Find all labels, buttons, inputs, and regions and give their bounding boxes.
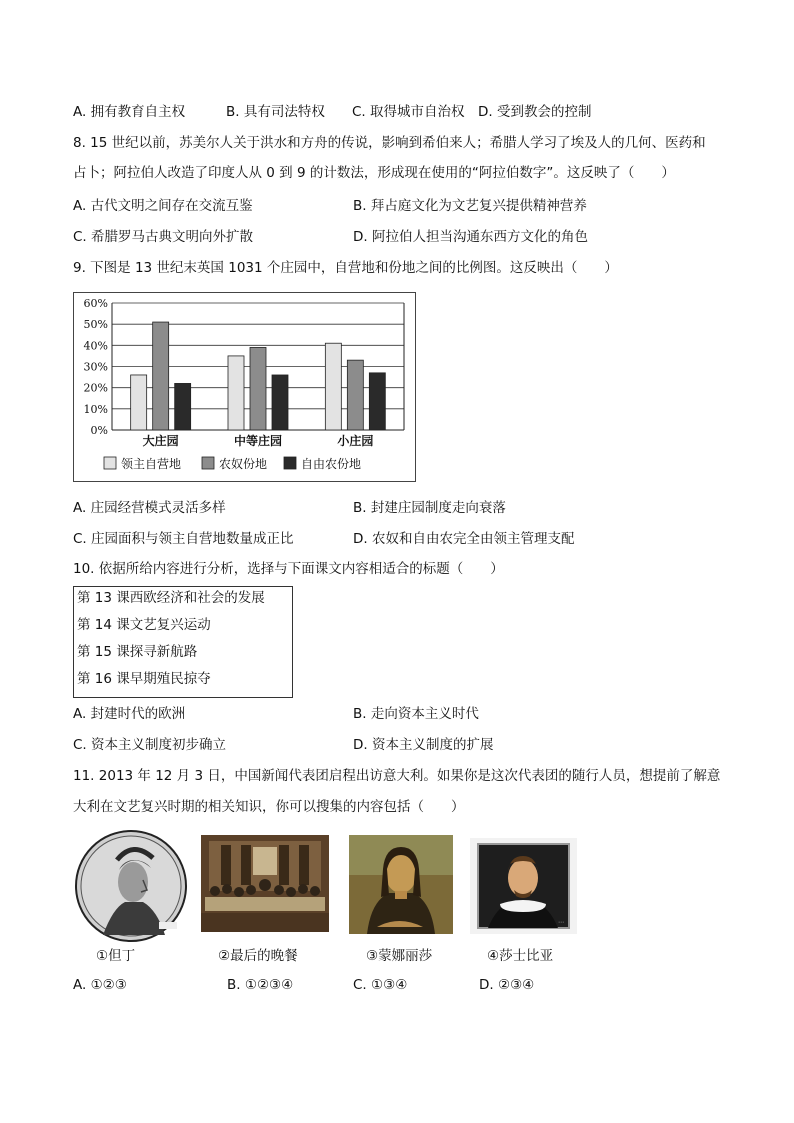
- lesson-item: 第 14 课文艺复兴运动: [77, 617, 211, 633]
- legend-label: 自由农份地: [301, 457, 362, 471]
- q9-option-c: C. 庄园面积与领主自营地数量成正比: [73, 531, 294, 547]
- lesson-item: 第 15 课探寻新航路: [77, 644, 198, 660]
- lesson-item: 第 16 课早期殖民掠夺: [77, 671, 211, 687]
- q7-option-b: B. 具有司法特权: [226, 104, 325, 120]
- legend-swatch: [284, 457, 296, 469]
- q11-option-c: C. ①③④: [353, 977, 408, 993]
- svg-text:⋯: ⋯: [558, 919, 564, 926]
- q11-option-a: A. ①②③: [73, 977, 127, 993]
- q11-option-d: D. ②③④: [479, 977, 535, 993]
- bar: [153, 322, 169, 430]
- y-tick-label: 50%: [83, 318, 108, 332]
- q11-option-b: B. ①②③④: [227, 977, 294, 993]
- bar: [325, 343, 341, 430]
- caption-dante: ①但丁: [96, 948, 136, 964]
- y-tick-label: 10%: [83, 402, 108, 416]
- bar: [175, 383, 191, 430]
- x-tick-label: 小庄园: [337, 434, 374, 448]
- q8-stem-line2: 占卜；阿拉伯人改造了印度人从 0 到 9 的计数法，形成现在使用的“阿拉伯数字”。这反映了（ ）: [73, 165, 675, 181]
- legend-label: 农奴份地: [219, 457, 268, 471]
- q8-option-a: A. 古代文明之间存在交流互鉴: [73, 198, 253, 214]
- q8-option-d: D. 阿拉伯人担当沟通东西方文化的角色: [353, 229, 588, 245]
- q10-option-b: B. 走向资本主义时代: [353, 706, 479, 722]
- q11-stem-line1: 11. 2013 年 12 月 3 日，中国新闻代表团启程出访意大利。如果你是这次代表团的随行人员，想提前了解意: [73, 768, 721, 784]
- q9-option-d: D. 农奴和自由农完全由领主管理支配: [353, 531, 575, 547]
- q10-option-a: A. 封建时代的欧洲: [73, 706, 186, 722]
- bar: [369, 373, 385, 430]
- legend-swatch: [104, 457, 116, 469]
- x-tick-label: 中等庄园: [233, 434, 283, 448]
- q7-option-d: D. 受到教会的控制: [478, 104, 592, 120]
- bar: [272, 375, 288, 430]
- legend-label: 领主自营地: [121, 457, 182, 471]
- bar: [347, 360, 363, 430]
- lesson-list-box: [73, 586, 293, 698]
- q8-option-c: C. 希腊罗马古典文明向外扩散: [73, 229, 254, 245]
- shakespeare-portrait-image: [470, 838, 577, 934]
- q7-option-a: A. 拥有教育自主权: [73, 104, 186, 120]
- y-tick-label: 0%: [90, 424, 108, 437]
- q7-option-c: C. 取得城市自治权: [352, 104, 465, 120]
- legend-swatch: [202, 457, 214, 469]
- x-tick-label: 大庄园: [142, 434, 179, 448]
- bar: [131, 375, 147, 430]
- manor-ratio-chart: [73, 292, 416, 482]
- q9-stem: 9. 下图是 13 世纪末英国 1031 个庄园中，自营地和份地之间的比例图。这反映出（ ）: [73, 260, 618, 276]
- q10-option-c: C. 资本主义制度初步确立: [73, 737, 227, 753]
- q9-option-b: B. 封建庄园制度走向衰落: [353, 500, 506, 516]
- y-tick-label: 20%: [83, 381, 108, 395]
- caption-mona-lisa: ③蒙娜丽莎: [366, 948, 433, 964]
- dante-portrait-image: [73, 830, 189, 942]
- q10-option-d: D. 资本主义制度的扩展: [353, 737, 494, 753]
- q9-option-a: A. 庄园经营模式灵活多样: [73, 500, 226, 516]
- q10-stem: 10. 依据所给内容进行分析，选择与下面课文内容相适合的标题（ ）: [73, 561, 504, 577]
- y-tick-label: 60%: [83, 297, 108, 310]
- bar: [250, 347, 266, 430]
- q8-stem-line1: 8. 15 世纪以前，苏美尔人关于洪水和方舟的传说，影响到希伯来人；希腊人学习了埃及人的几何、医药和: [73, 135, 706, 151]
- caption-shakespeare: ④莎士比亚: [487, 948, 554, 964]
- q8-option-b: B. 拜占庭文化为文艺复兴提供精神营养: [353, 198, 587, 214]
- chart-svg: [74, 293, 415, 481]
- q11-stem-line2: 大利在文艺复兴时期的相关知识，你可以搜集的内容包括（ ）: [73, 799, 465, 815]
- caption-last-supper: ②最后的晚餐: [218, 948, 298, 964]
- y-tick-label: 30%: [83, 360, 108, 374]
- y-tick-label: 40%: [83, 339, 108, 353]
- lesson-item: 第 13 课西欧经济和社会的发展: [77, 590, 265, 606]
- mona-lisa-image: [349, 835, 453, 934]
- last-supper-image: [201, 835, 329, 932]
- bar: [228, 356, 244, 430]
